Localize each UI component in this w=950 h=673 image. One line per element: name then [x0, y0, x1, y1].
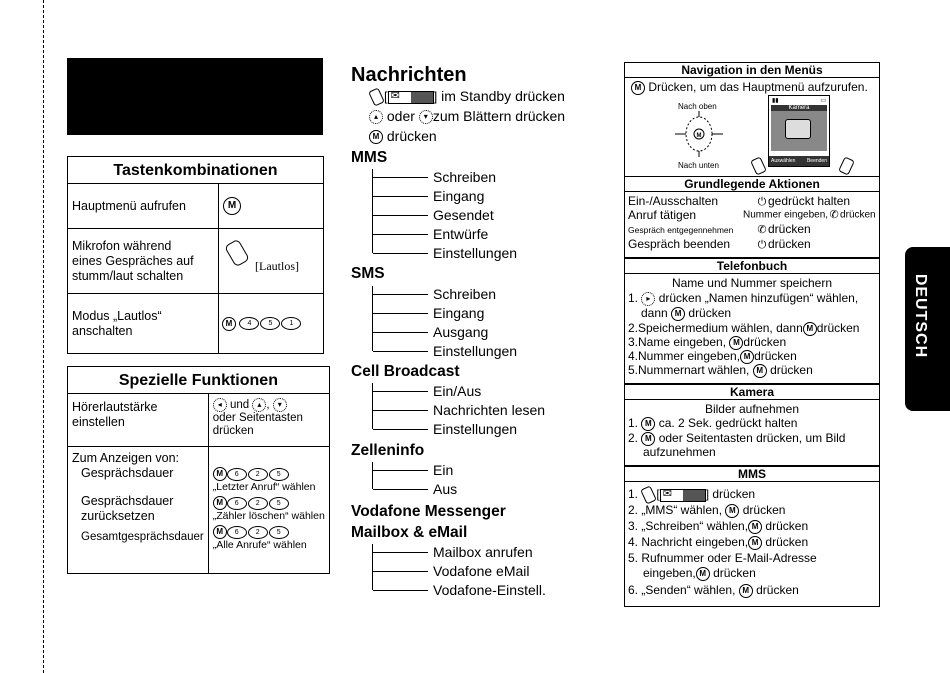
telefonbuch-line-2 — [641, 306, 731, 321]
mms-item: Gesendet — [433, 207, 494, 223]
druecken-text: drücken — [754, 349, 797, 363]
druecken-text: drücken — [688, 306, 732, 320]
speichermedium-text: 2.Speichermedium wählen, dann — [628, 321, 803, 335]
step-num: 1. — [628, 416, 639, 430]
navigation-diagram — [675, 111, 723, 157]
key-5-icon: 5 — [260, 317, 280, 330]
left-softkey-icon — [750, 156, 767, 175]
tree-mailbox — [372, 544, 373, 590]
und-text: und — [229, 399, 250, 412]
mms-box — [624, 466, 880, 607]
tasten-row3-label — [68, 294, 219, 354]
namen-hinzufuegen-text: drücken „Namen hinzufügen“ wählen, — [658, 291, 859, 305]
sms-item: Eingang — [433, 305, 485, 321]
navigation-text: Drücken, um das Hauptmenü aufzurufen. — [648, 80, 868, 94]
camera-screen — [771, 105, 827, 151]
mms-step3-text: 3. „Schreiben“ wählen, — [628, 519, 749, 533]
camera-icon — [785, 119, 811, 139]
kamera-title: Kamera — [625, 385, 879, 400]
tasten-row3-value — [219, 294, 324, 354]
sms-item: Einstellungen — [433, 343, 518, 359]
grund-row-value-text: drücken — [768, 222, 811, 236]
grundlegende-aktionen-box — [624, 176, 880, 258]
nav-down-icon: ▾ — [273, 398, 287, 412]
soft-right-label: Beenden — [806, 158, 827, 164]
zelleninfo-item: Aus — [433, 481, 458, 497]
mms-step2-text: 2. „MMS“ wählen, — [628, 503, 723, 517]
combo-1 — [213, 467, 325, 481]
menu-key-icon: M — [729, 336, 743, 350]
tasten-row3-line1: Modus „Lautlos“ — [72, 308, 162, 323]
mms-line-2 — [628, 503, 785, 518]
druecken-text: drücken — [765, 535, 809, 549]
tasten-row1-value — [219, 184, 324, 229]
tree-zelleninfo — [372, 462, 373, 489]
tasten-row3-line2: anschalten — [72, 323, 133, 338]
sms-item: Ausgang — [433, 324, 489, 340]
end-key-icon: ⏻ — [757, 195, 767, 208]
blaettern-text: zum Blättern drücken — [432, 108, 566, 124]
cell-broadcast-item: Nachrichten lesen — [433, 402, 546, 418]
softkey-icon — [640, 485, 657, 504]
druecken-text: drücken — [742, 503, 786, 517]
letzter-anruf-caption: „Letzter Anruf“ wählen — [212, 481, 316, 493]
seitentasten-text: oder Seitentasten — [212, 412, 303, 425]
telefonbuch-line-1 — [628, 291, 858, 306]
step-num: 1. — [628, 487, 639, 502]
section-mailbox-email: Mailbox & eMail — [351, 524, 468, 541]
spezielle-row1-value — [208, 394, 329, 447]
zuruecksetzen-label-line2: zurücksetzen — [81, 509, 155, 523]
grundlegende-title: Grundlegende Aktionen — [625, 177, 879, 192]
battery-icon: ▭ — [820, 98, 826, 104]
menu-key-icon: M — [369, 130, 383, 144]
lautlos-label: [Lautlos] — [255, 259, 299, 273]
grund-row-label: Ein-/Ausschalten — [628, 194, 719, 208]
name-eingeben-text: 3.Name eingeben, — [628, 335, 727, 349]
grund-row-value-text: drücken — [840, 209, 876, 221]
nav-left-icon: ◂ — [213, 398, 227, 412]
telefonbuch-box — [624, 258, 880, 384]
kamera-step1-text: ca. 2 Sek. gedrückt halten — [658, 416, 798, 430]
telefonbuch-line-5 — [628, 349, 797, 364]
mms-item: Eingang — [433, 188, 485, 204]
druecken-text: drücken — [816, 321, 860, 335]
telefonbuch-title: Telefonbuch — [625, 259, 879, 274]
spezielle-row2-label — [68, 447, 209, 574]
menu-key-icon: M — [753, 364, 767, 378]
grund-row-value — [743, 208, 876, 223]
grund-row-label: Anruf tätigen — [628, 208, 697, 222]
menu-key-icon: M — [213, 467, 227, 481]
svg-text:M: M — [696, 133, 702, 139]
gespraechsdauer-label: Gesprächsdauer — [81, 466, 174, 480]
zuruecksetzen-label-line1: Gesprächsdauer — [81, 494, 174, 508]
telefonbuch-line-3 — [628, 321, 859, 336]
mailbox-item: Vodafone eMail — [433, 563, 530, 579]
alle-anrufe-caption: „Alle Anrufe“ wählen — [212, 539, 307, 551]
comma-text: , — [266, 399, 270, 412]
eingeben-text: eingeben, — [643, 566, 696, 580]
kamera-box — [624, 384, 880, 466]
zelleninfo-item: Ein — [433, 462, 454, 478]
key-2-icon: 2 — [248, 497, 268, 510]
telefonbuch-sub: Name und Nummer speichern — [671, 276, 833, 290]
kamera-step2-text: oder Seitentasten drücken, um Bild — [658, 431, 846, 445]
druecken-text: drücken — [756, 583, 799, 597]
menu-key-icon: M — [641, 432, 655, 446]
menu-key-icon: M — [739, 584, 753, 598]
telefonbuch-line-4 — [628, 335, 786, 350]
step-num: 1. — [628, 291, 639, 305]
spezielle-row1-line2: einstellen — [72, 415, 125, 429]
softkey-icon — [224, 239, 250, 268]
kamera-line-2 — [628, 431, 845, 446]
mailbox-item: Vodafone-Einstell. — [433, 582, 546, 598]
navigation-box — [624, 62, 880, 177]
section-sms: SMS — [351, 265, 385, 282]
grund-row-label: Gespräch entgegennehmen — [628, 225, 734, 235]
key-5-icon: 5 — [269, 497, 289, 510]
tasten-row1-label: Hauptmenü aufrufen — [68, 184, 219, 229]
kamera-line-1 — [628, 416, 797, 431]
mms-line-6 — [628, 583, 799, 598]
menu-key-icon: M — [803, 322, 817, 336]
intro-line-3 — [369, 128, 437, 144]
menu-key-icon: M — [748, 520, 762, 534]
telefonbuch-line-6 — [628, 363, 813, 378]
nav-down-icon: ▾ — [419, 110, 433, 124]
spezielle-row2-value — [208, 447, 329, 574]
tree-mms — [372, 169, 373, 253]
step-num: 2. — [628, 431, 639, 445]
mms-line-4 — [628, 535, 808, 550]
tasten-row2-line2: eines Gespräches auf — [72, 253, 194, 268]
kamera-sub: Bilder aufnehmen — [704, 402, 800, 416]
menu-key-icon: M — [223, 197, 241, 215]
spezielle-row1-label — [68, 394, 209, 447]
nav-up-icon: ▴ — [369, 110, 383, 124]
call-key-icon: ✆ — [757, 223, 767, 236]
mms-line-3 — [628, 519, 808, 534]
spezielle-row1-line1: Hörerlautstärke — [72, 400, 158, 414]
soft-left-label: Auswählen — [771, 158, 796, 164]
mms-title: MMS — [625, 467, 879, 482]
grund-row-label: Gespräch beenden — [628, 237, 731, 251]
druecken-text: drücken — [212, 425, 254, 438]
zum-anzeigen-text: Zum Anzeigen von: — [72, 451, 180, 465]
nav-up-icon: ▴ — [252, 398, 266, 412]
mms-line-5b — [643, 566, 756, 581]
tastenkombinationen-title: Tastenkombinationen — [68, 157, 324, 184]
menu-key-icon: M — [641, 417, 655, 431]
intro-line-1: [✉ ] im Standby drücken — [369, 88, 565, 105]
menu-key-icon: M — [213, 525, 227, 539]
druecken-text: drücken — [743, 335, 787, 349]
section-vodafone-messenger: Vodafone Messenger — [351, 503, 506, 520]
language-tab-label: DEUTSCH — [912, 273, 929, 359]
tree-cell-broadcast — [372, 383, 373, 429]
druecken-text: drücken — [765, 519, 809, 533]
druecken-text: drücken — [386, 128, 437, 144]
standby-text: im Standby drücken — [441, 88, 565, 104]
combo-2 — [213, 496, 325, 510]
mms-item: Schreiben — [433, 169, 497, 185]
grund-row-value — [756, 237, 811, 252]
mms-item: Entwürfe — [433, 226, 489, 242]
mailbox-item: Mailbox anrufen — [433, 544, 533, 560]
menu-key-icon: M — [725, 504, 739, 518]
right-softkey-icon — [838, 156, 855, 175]
section-zelleninfo: Zelleninfo — [351, 442, 425, 459]
kamera-step2-cont: aufzunehmen — [643, 445, 716, 459]
key-5-icon: 5 — [269, 526, 289, 539]
spezielle-funktionen-table — [67, 366, 330, 574]
section-cell-broadcast: Cell Broadcast — [351, 363, 460, 380]
phone-screen — [768, 95, 830, 167]
call-key-icon: ✆ — [829, 209, 839, 221]
black-title-box — [67, 58, 323, 135]
tasten-row2-label — [68, 229, 219, 294]
section-mms: MMS — [351, 149, 388, 166]
oder-text: oder — [386, 108, 415, 124]
envelope-bar-icon — [660, 489, 706, 502]
tastenkombinationen-table — [67, 156, 324, 354]
nummer-eingeben-text: Nummer eingeben, — [743, 209, 829, 221]
key-6-icon: 6 — [227, 468, 247, 481]
grund-row-value — [756, 222, 811, 237]
mms-step4-text: 4. Nachricht eingeben, — [628, 535, 749, 549]
cell-broadcast-item: Einstellungen — [433, 421, 518, 437]
combo-3 — [213, 525, 325, 539]
menu-key-icon: M — [696, 567, 710, 581]
nach-unten-label: Nach unten — [678, 161, 719, 170]
nach-oben-label: Nach oben — [678, 102, 717, 111]
key-2-icon: 2 — [248, 526, 268, 539]
soft-key-bar — [769, 156, 829, 166]
navigation-title: Navigation in den Menüs — [625, 63, 879, 78]
druecken-text: drücken — [713, 566, 756, 580]
key-5-icon: 5 — [269, 468, 289, 481]
menu-key-icon: M — [222, 317, 236, 331]
key-6-icon: 6 — [227, 497, 247, 510]
end-key-icon: ⏻ — [757, 238, 767, 251]
dann-text: dann — [641, 306, 668, 320]
key-6-icon: 6 — [227, 526, 247, 539]
signal-icon: ▮▮ — [772, 98, 779, 104]
mms-step6-text: 6. „Senden“ wählen, — [628, 583, 736, 597]
nummer-eingeben-text: 4.Nummer eingeben, — [628, 349, 741, 363]
gesamtdauer-label: Gesamtgesprächsdauer — [81, 531, 204, 543]
sms-item: Schreiben — [433, 286, 497, 302]
tasten-row2-line1: Mikrofon während — [72, 238, 172, 253]
mms-item: Einstellungen — [433, 245, 518, 261]
mms-line-1: 1. [✉ ] drücken — [628, 487, 755, 503]
navigation-line — [631, 80, 868, 95]
menu-key-icon: M — [748, 536, 762, 550]
menu-key-icon: M — [213, 496, 227, 510]
softkey-icon — [368, 88, 385, 107]
spezielle-funktionen-title: Spezielle Funktionen — [68, 367, 330, 394]
druecken-text: drücken — [712, 487, 756, 502]
nummernart-text: 5.Nummernart wählen, — [628, 363, 750, 377]
key-1-icon: 1 — [281, 317, 301, 330]
key-4-icon: 4 — [239, 317, 259, 330]
zaehler-loeschen-caption: „Zähler löschen“ wählen — [212, 510, 325, 522]
menu-key-icon: M — [631, 81, 645, 95]
tree-sms — [372, 286, 373, 351]
key-2-icon: 2 — [248, 468, 268, 481]
menu-key-icon: M — [740, 350, 754, 364]
intro-line-2 — [369, 108, 565, 124]
menu-key-icon: M — [671, 307, 685, 321]
grund-row-value — [756, 194, 850, 209]
mms-step5-text: 5. Rufnummer oder E-Mail-Adresse — [628, 551, 817, 565]
screen-title: Kamera — [771, 105, 827, 111]
cut-line — [43, 0, 44, 673]
nachrichten-title: Nachrichten — [351, 64, 467, 86]
envelope-bar-icon — [388, 91, 434, 104]
cell-broadcast-item: Ein/Aus — [433, 383, 482, 399]
druecken-text: drücken — [770, 363, 813, 377]
nav-right-icon: ▸ — [641, 292, 655, 306]
tasten-row2-value — [219, 229, 324, 294]
grund-row-value-text: drücken — [768, 237, 811, 251]
tasten-row2-line3: stumm/laut schalten — [72, 268, 184, 283]
grund-row-value-text: gedrückt halten — [768, 194, 851, 208]
